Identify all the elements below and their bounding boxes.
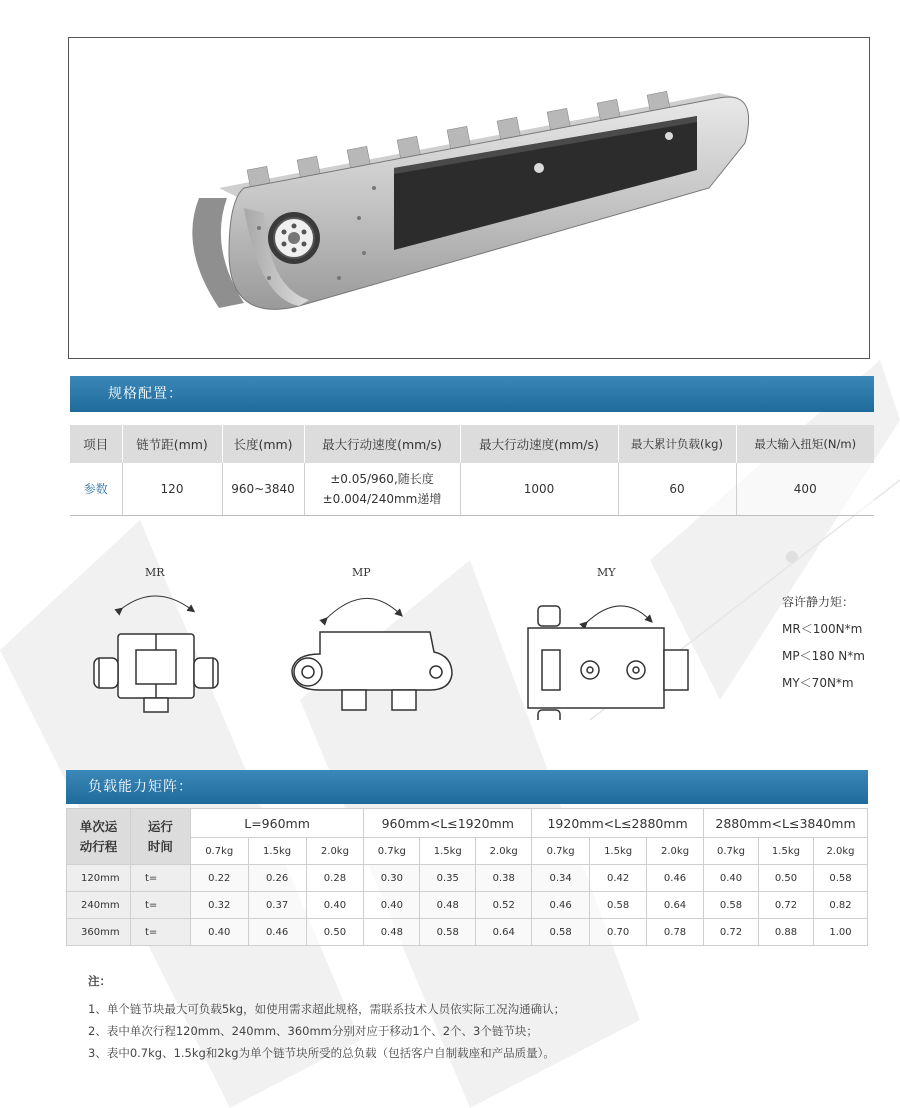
load-header-time-line1: 运行: [147, 818, 173, 834]
static-torque-my: MY＜70N*m: [782, 676, 854, 690]
row-time: t=: [130, 865, 190, 892]
spec-accuracy-value: [304, 463, 460, 516]
cell-value: 0.28: [306, 865, 364, 892]
table-row: [67, 892, 868, 919]
spec-torque-value: 400: [736, 463, 874, 516]
spec-header-pitch: 链节距(mm): [122, 425, 222, 463]
spec-header-length: 长度(mm): [222, 425, 304, 463]
load-weight: 0.7kg: [364, 838, 420, 865]
spec-table: [70, 425, 874, 516]
table-row: [67, 919, 868, 946]
cell-value: 0.64: [647, 892, 704, 919]
load-range-3: 1920mm<L≤2880mm: [532, 809, 704, 838]
spec-section-title: 规格配置：: [108, 386, 183, 402]
mr-label: MR: [145, 566, 165, 579]
load-weight: 2.0kg: [306, 838, 364, 865]
cell-value: 0.34: [532, 865, 590, 892]
cell-value: 0.40: [364, 892, 420, 919]
cell-value: 0.48: [420, 892, 476, 919]
mr-diagram: [94, 596, 218, 712]
load-header-time-line2: 时间: [147, 838, 173, 854]
cell-value: 0.46: [248, 919, 306, 946]
cell-value: 0.40: [704, 865, 759, 892]
cell-value: 0.48: [364, 919, 420, 946]
my-label: MY: [597, 566, 616, 579]
cell-value: 0.37: [248, 892, 306, 919]
load-weight: 1.5kg: [590, 838, 647, 865]
spec-header-row: [70, 425, 874, 463]
spec-row-label: 参数: [70, 463, 122, 516]
cell-value: 0.82: [813, 892, 867, 919]
cell-value: 0.64: [476, 919, 532, 946]
load-weight: 0.7kg: [190, 838, 248, 865]
my-diagram: [528, 606, 688, 720]
load-weight: 2.0kg: [647, 838, 704, 865]
load-header-stroke: [67, 809, 131, 865]
spec-speed-value: 1000: [460, 463, 618, 516]
cell-value: 0.30: [364, 865, 420, 892]
static-torque-mr: MR＜100N*m: [782, 622, 863, 636]
load-header-time: [130, 809, 190, 865]
spec-accuracy-line1: ±0.05/960,随长度: [330, 472, 434, 486]
spec-header-speed-2: 最大行动速度(mm/s): [460, 425, 618, 463]
table-row: [67, 865, 868, 892]
row-time: t=: [130, 919, 190, 946]
spec-data-row: [70, 463, 874, 516]
spec-load-value: 60: [618, 463, 736, 516]
load-matrix-table: [66, 808, 868, 946]
load-range-1: L=960mm: [190, 809, 364, 838]
load-weight: 1.5kg: [758, 838, 813, 865]
row-stroke: 240mm: [67, 892, 131, 919]
load-header-stroke-line1: 单次运: [79, 818, 118, 834]
load-range-2: 960mm<L≤1920mm: [364, 809, 532, 838]
load-weight: 1.5kg: [420, 838, 476, 865]
cell-value: 0.88: [758, 919, 813, 946]
cell-value: 0.58: [532, 919, 590, 946]
spec-length-value: 960~3840: [222, 463, 304, 516]
cell-value: 0.72: [758, 892, 813, 919]
mp-diagram: [292, 598, 452, 710]
notes-section: [88, 970, 565, 1064]
spec-header-load: 最大累计负载(kg): [618, 425, 736, 463]
cell-value: 0.35: [420, 865, 476, 892]
cell-value: 0.58: [704, 892, 759, 919]
note-item: 3、表中0.7kg、1.5kg和2kg为单个链节块所受的总负载（包括客户自制载座和产品质量）。: [88, 1046, 555, 1060]
cell-value: 0.46: [532, 892, 590, 919]
cell-value: 0.78: [647, 919, 704, 946]
load-header-range-row: [67, 809, 868, 838]
cell-value: 0.50: [306, 919, 364, 946]
cell-value: 0.58: [590, 892, 647, 919]
load-section-header: [66, 770, 868, 804]
load-weight: 0.7kg: [704, 838, 759, 865]
static-torque-title: 容许静力矩：: [782, 595, 855, 609]
static-torque-mp: MP＜180 N*m: [782, 649, 865, 663]
cell-value: 0.26: [248, 865, 306, 892]
spec-accuracy-line2: ±0.004/240mm递增: [322, 492, 442, 506]
notes-title: 注：: [88, 974, 111, 988]
cell-value: 0.38: [476, 865, 532, 892]
spec-header-item: 项目: [70, 425, 122, 463]
cell-value: 0.58: [813, 865, 867, 892]
cell-value: 0.22: [190, 865, 248, 892]
note-item: 2、表中单次行程120mm、240mm、360mm分别对应于移动1个、2个、3个链节块；: [88, 1024, 538, 1038]
moment-diagrams: [80, 580, 760, 720]
row-stroke: 360mm: [67, 919, 131, 946]
cell-value: 0.42: [590, 865, 647, 892]
load-weight: 2.0kg: [476, 838, 532, 865]
load-weight: 0.7kg: [532, 838, 590, 865]
cell-value: 0.72: [704, 919, 759, 946]
load-weight: 1.5kg: [248, 838, 306, 865]
load-section-title: 负载能力矩阵：: [88, 779, 193, 795]
cell-value: 0.70: [590, 919, 647, 946]
spec-section-header: [70, 376, 874, 412]
drag-chain-module-image: [69, 38, 869, 358]
cell-value: 0.52: [476, 892, 532, 919]
mp-label: MP: [352, 566, 371, 579]
spec-pitch-value: 120: [122, 463, 222, 516]
cell-value: 0.40: [306, 892, 364, 919]
product-photo-frame: [68, 37, 870, 359]
cell-value: 0.40: [190, 919, 248, 946]
load-range-4: 2880mm<L≤3840mm: [704, 809, 868, 838]
cell-value: 0.32: [190, 892, 248, 919]
load-header-stroke-line2: 动行程: [79, 838, 118, 854]
note-item: 1、单个链节块最大可负载5kg，如使用需求超此规格，需联系技术人员依实际工况沟通确认；: [88, 1002, 566, 1016]
row-time: t=: [130, 892, 190, 919]
spec-header-torque: 最大输入扭矩(N/m): [736, 425, 874, 463]
cell-value: 0.46: [647, 865, 704, 892]
cell-value: 1.00: [813, 919, 867, 946]
row-stroke: 120mm: [67, 865, 131, 892]
cell-value: 0.58: [420, 919, 476, 946]
spec-header-speed-1: 最大行动速度(mm/s): [304, 425, 460, 463]
cell-value: 0.50: [758, 865, 813, 892]
load-weight: 2.0kg: [813, 838, 867, 865]
